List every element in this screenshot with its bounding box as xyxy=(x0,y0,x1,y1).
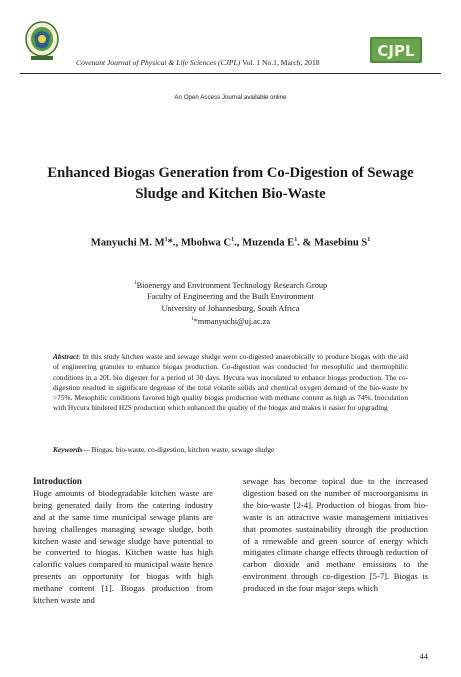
contact-email[interactable]: *mmanyuchi@uj.ac.za xyxy=(193,316,271,326)
paper-title: Enhanced Biogas Generation from Co-Digestion of Sewage Sludge and Kitchen Bio-Waste xyxy=(47,165,414,202)
author-affiliation-mark: 1 xyxy=(231,237,235,243)
author-affiliation-mark: 1 xyxy=(294,237,298,243)
author-separator: . & xyxy=(297,237,314,249)
affiliation-faculty: Faculty of Engineering and the Built Environment xyxy=(147,292,314,302)
affiliation-university: University of Johannesburg, South Africa xyxy=(161,303,300,313)
author-name: Manyuchi M. M xyxy=(90,237,165,249)
keywords-text: — Biogas, bio-waste, co-digestion, kitchen waste, sewage sludge xyxy=(82,445,275,454)
body-column-left xyxy=(33,476,213,607)
journal-seal-logo xyxy=(22,18,62,62)
header-divider xyxy=(20,73,441,74)
abstract xyxy=(53,352,408,414)
section-heading-introduction: Introduction xyxy=(33,476,82,486)
author-separator: ., xyxy=(234,237,243,249)
cjpl-logo xyxy=(370,37,422,63)
author-affiliation-mark: 1 xyxy=(164,237,168,243)
page-number: 44 xyxy=(419,652,428,661)
author-name: Muzenda E xyxy=(242,237,295,249)
journal-issue: Vol. 1 No.1, March, 2018 xyxy=(242,58,320,67)
open-access-note: An Open Access Journal available online xyxy=(174,94,287,101)
abstract-label: Abstract xyxy=(53,352,79,361)
keywords xyxy=(53,445,408,455)
author-name: Mbohwa C xyxy=(180,237,232,249)
email-mark: 1 xyxy=(190,315,194,322)
author-affiliation-mark: 1 xyxy=(367,237,371,243)
affiliation-mark: 1 xyxy=(133,280,137,286)
author-list xyxy=(30,237,431,249)
body-column-right xyxy=(243,476,428,595)
author-separator: *., xyxy=(167,237,181,249)
svg-text:CJPL: CJPL xyxy=(377,42,415,60)
author-name: Masebinu S xyxy=(313,237,368,249)
keywords-label: Keywords xyxy=(53,445,83,454)
journal-name: Covenant Journal of Physical & Life Sciences (CJPL) xyxy=(76,58,241,67)
journal-header xyxy=(76,58,372,67)
affiliation-group: Bioenergy and Environment Technology Research Group xyxy=(136,280,328,290)
introduction-paragraph-right: sewage has become topical due to the increased digestion based on the number of microorganisms in the bio-waste [2-4]. Production of biogas from bio-waste is an attractive waste management initiatives that promotes sustainability through the production of a renewable and green source of energy which mitigates climate change effects through reduction of carbon dioxide and methane emissions to the environment through co-digestion [5-7]. Biogas is produced in the four major steps which xyxy=(243,476,428,594)
abstract-text: : In this study kitchen waste and sewage sludge were co-digested anaerobically to produce biogas with the aid of engineering granules to enhance biogas production. Co-digestion was conducted for mesophilic and thermophilic conditions in a 20L bio digester for a period of 30 days. Hycura was inoculated to enhance biogas production. The co-digestion resulted in significant degrease of the total volatile solids and chemical oxygen demand of the bio-waste by >75%. Mesophilic conditions favored high quality biogas production with methane content as high as 74%. Inoculation with Hycura hindered H2S production which enhanced the quality of the biogas and makes it easier for upgrading xyxy=(53,352,408,413)
affiliation-block xyxy=(40,278,421,327)
introduction-paragraph-left: Huge amounts of biodegradable kitchen waste are being generated daily from the catering industry and at the same time municipal sewage plants are having challenges managing sewage sludge, both kitchen waste and sewage sludge have potential to be converted to biogas. Kitchen waste has high calorific values compared to municipal waste hence presents an opportunity for biogas with high methane content [1]. Biogas production from kitchen waste and xyxy=(33,487,213,606)
